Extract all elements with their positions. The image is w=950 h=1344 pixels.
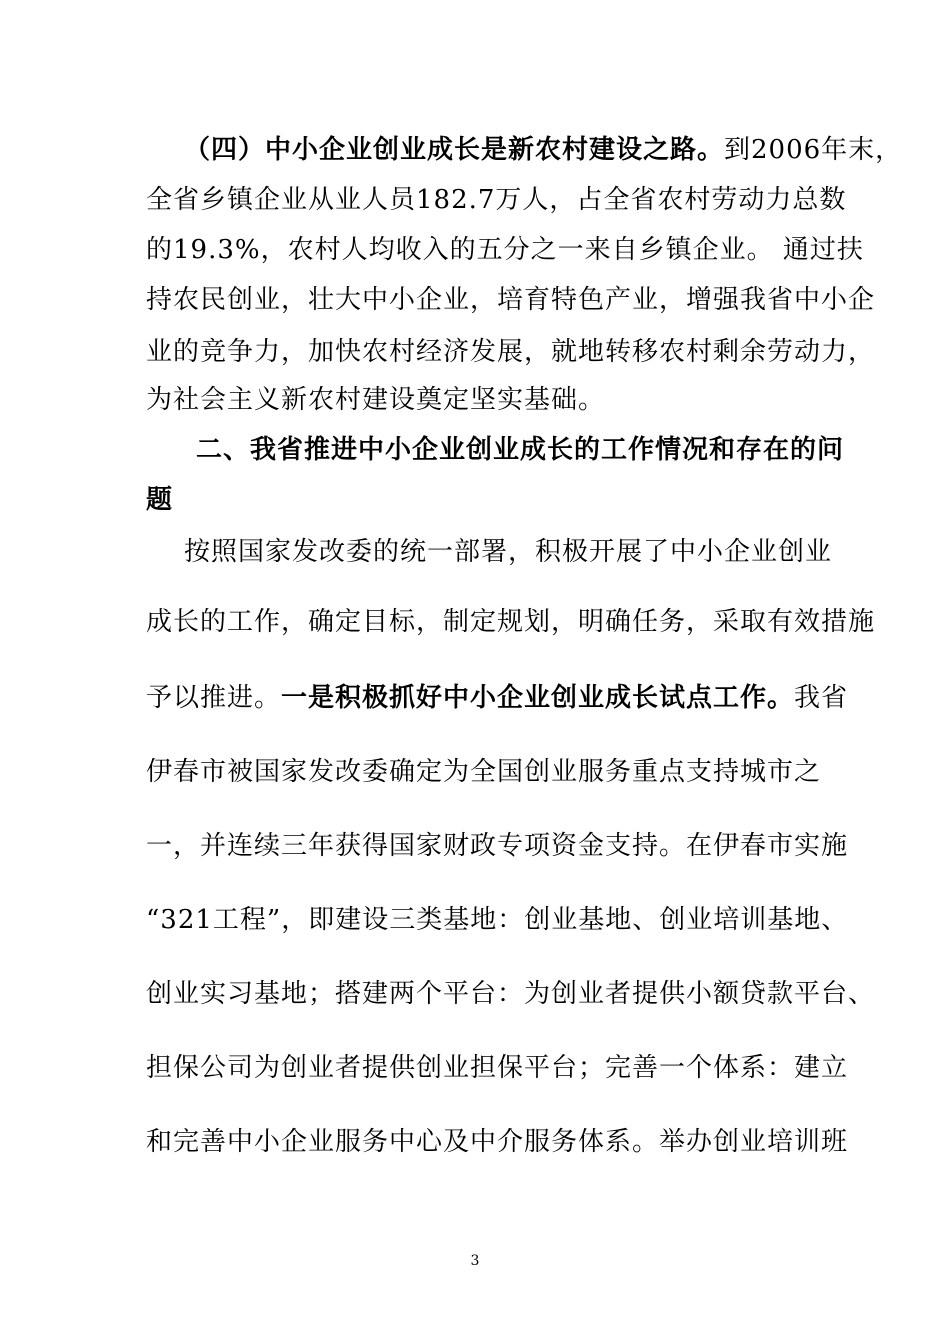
paragraph-line: 成长的工作，确定目标，制定规划，明确任务，采取有效措施 [146,607,876,637]
paragraph-line: 全省乡镇企业从业人员182.7万人，占全省农村劳动力总数 [146,185,847,215]
paragraph-line [146,682,849,714]
paragraph-text: 予以推进。 [146,683,282,713]
paragraph-line: 一，并连续三年获得国家财政专项资金支持。在伊春市实施 [146,831,849,861]
paragraph-text: 我省 [794,683,849,713]
section-heading: 二、我省推进中小企业创业成长的工作情况和存在的问 [196,435,845,465]
paragraph-line: “321工程”，即建设三类基地：创业基地、创业培训基地、 [146,905,849,935]
section-heading: 题 [146,485,174,515]
paragraph-line: 为社会主义新农村建设奠定坚实基础。 [146,385,606,415]
paragraph-line: 按照国家发改委的统一部署，积极开展了中小企业创业 [184,537,833,567]
paragraph-line: 的19.3%，农村人均收入的五分之一来自乡镇企业。 通过扶 [146,235,864,265]
paragraph-line: 持农民创业，壮大中小企业，培育特色产业，增强我省中小企 [146,285,876,315]
paragraph-line: 和完善中小企业服务中心及中介服务体系。举办创业培训班 [146,1127,849,1157]
paragraph-line [184,134,903,166]
paragraph-line: 创业实习基地；搭建两个平台：为创业者提供小额贷款平台、 [146,979,876,1009]
paragraph-text: 到2006年末， [724,135,903,165]
paragraph-heading: （四）中小企业创业成长是新农村建设之路。 [184,135,725,165]
paragraph-line: 担保公司为创业者提供创业担保平台；完善一个体系：建立 [146,1053,849,1083]
paragraph-line: 业的竞争力，加快农村经济发展，就地转移农村剩余劳动力， [146,337,876,367]
emphasis-text: 一是积极抓好中小企业创业成长试点工作。 [281,683,795,713]
paragraph-line: 伊春市被国家发改委确定为全国创业服务重点支持城市之 [146,757,822,787]
page-number: 3 [470,1253,480,1269]
